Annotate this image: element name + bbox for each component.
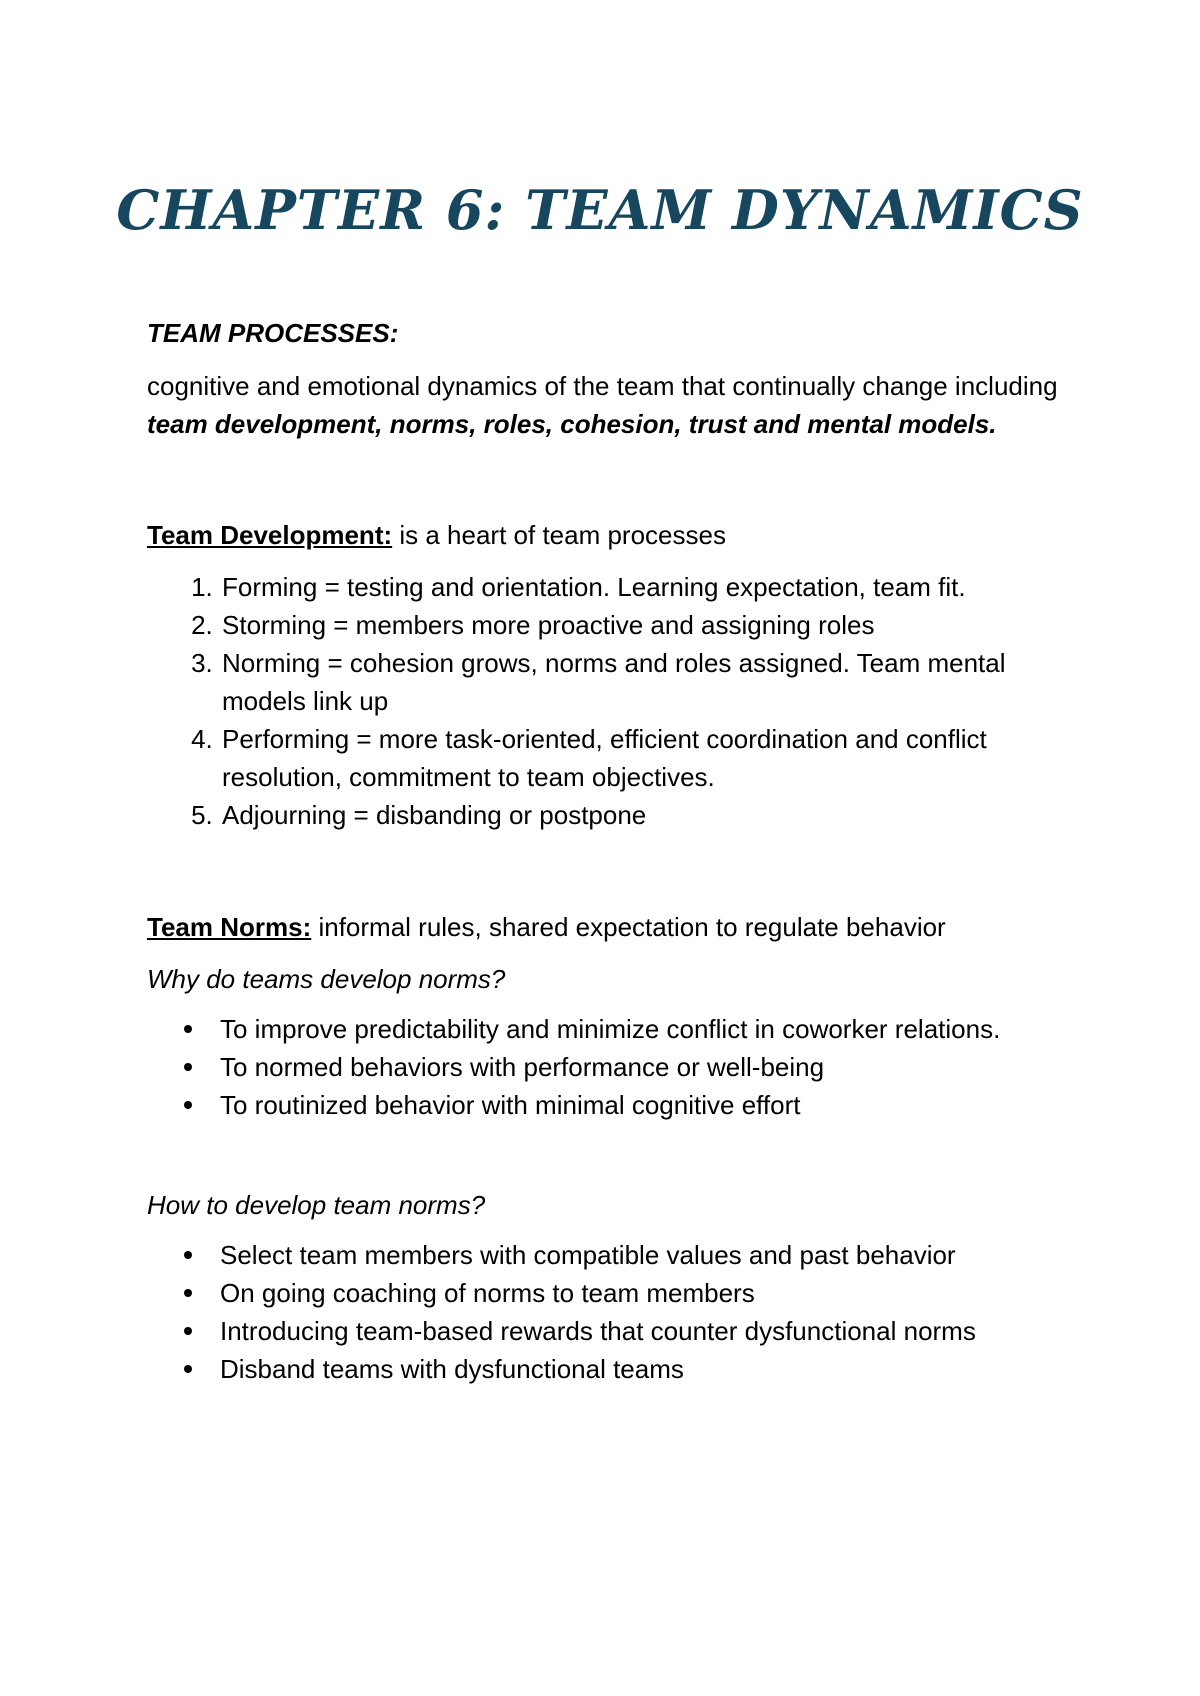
document-body <box>147 315 1077 1388</box>
definition-text: cognitive and emotional dynamics of the team that continually change including <box>147 371 1058 401</box>
team-norms-label: Team Norms: <box>147 912 312 942</box>
list-item: Introducing team-based rewards that counter dysfunctional norms <box>220 1312 1077 1350</box>
list-item: To routinized behavior with minimal cognitive effort <box>220 1086 1077 1124</box>
team-development-description: is a heart of team processes <box>392 520 726 550</box>
list-item: On going coaching of norms to team members <box>220 1274 1077 1312</box>
list-item: 1. Forming = testing and orientation. Learning expectation, team fit. <box>220 568 1077 606</box>
list-item: 2. Storming = members more proactive and assigning roles <box>220 606 1077 644</box>
bullet-icon <box>184 1327 192 1335</box>
team-development-heading <box>147 516 1077 554</box>
how-norms-list <box>147 1236 1077 1388</box>
definition-emphasis: team development, norms, roles, cohesion, trust and mental models. <box>147 409 997 439</box>
bullet-icon <box>184 1063 192 1071</box>
bullet-icon <box>184 1101 192 1109</box>
team-processes-heading: TEAM PROCESSES: <box>147 318 399 348</box>
how-norms-question: How to develop team norms? <box>147 1190 486 1220</box>
team-norms-description: informal rules, shared expectation to regulate behavior <box>311 912 946 942</box>
list-item: 4. Performing = more task-oriented, efficient coordination and conflict resolution, commitment to team objectives. <box>220 720 1077 796</box>
list-item: 5. Adjourning = disbanding or postpone <box>220 796 1077 834</box>
list-item: To improve predictability and minimize conflict in coworker relations. <box>220 1010 1077 1048</box>
list-item: Select team members with compatible values and past behavior <box>220 1236 1077 1274</box>
why-norms-question: Why do teams develop norms? <box>147 964 506 994</box>
team-development-label: Team Development: <box>147 520 393 550</box>
bullet-icon <box>184 1025 192 1033</box>
list-item: To normed behaviors with performance or well-being <box>220 1048 1077 1086</box>
chapter-title: CHAPTER 6: TEAM DYNAMICS <box>116 178 1084 242</box>
team-development-stages <box>147 568 1077 834</box>
team-norms-heading <box>147 908 1077 946</box>
bullet-icon <box>184 1365 192 1373</box>
list-item: Disband teams with dysfunctional teams <box>220 1350 1077 1388</box>
team-processes-definition <box>147 367 1077 443</box>
bullet-icon <box>184 1251 192 1259</box>
why-norms-list <box>147 1010 1077 1124</box>
list-item: 3. Norming = cohesion grows, norms and roles assigned. Team mental models link up <box>220 644 1077 720</box>
bullet-icon <box>184 1289 192 1297</box>
